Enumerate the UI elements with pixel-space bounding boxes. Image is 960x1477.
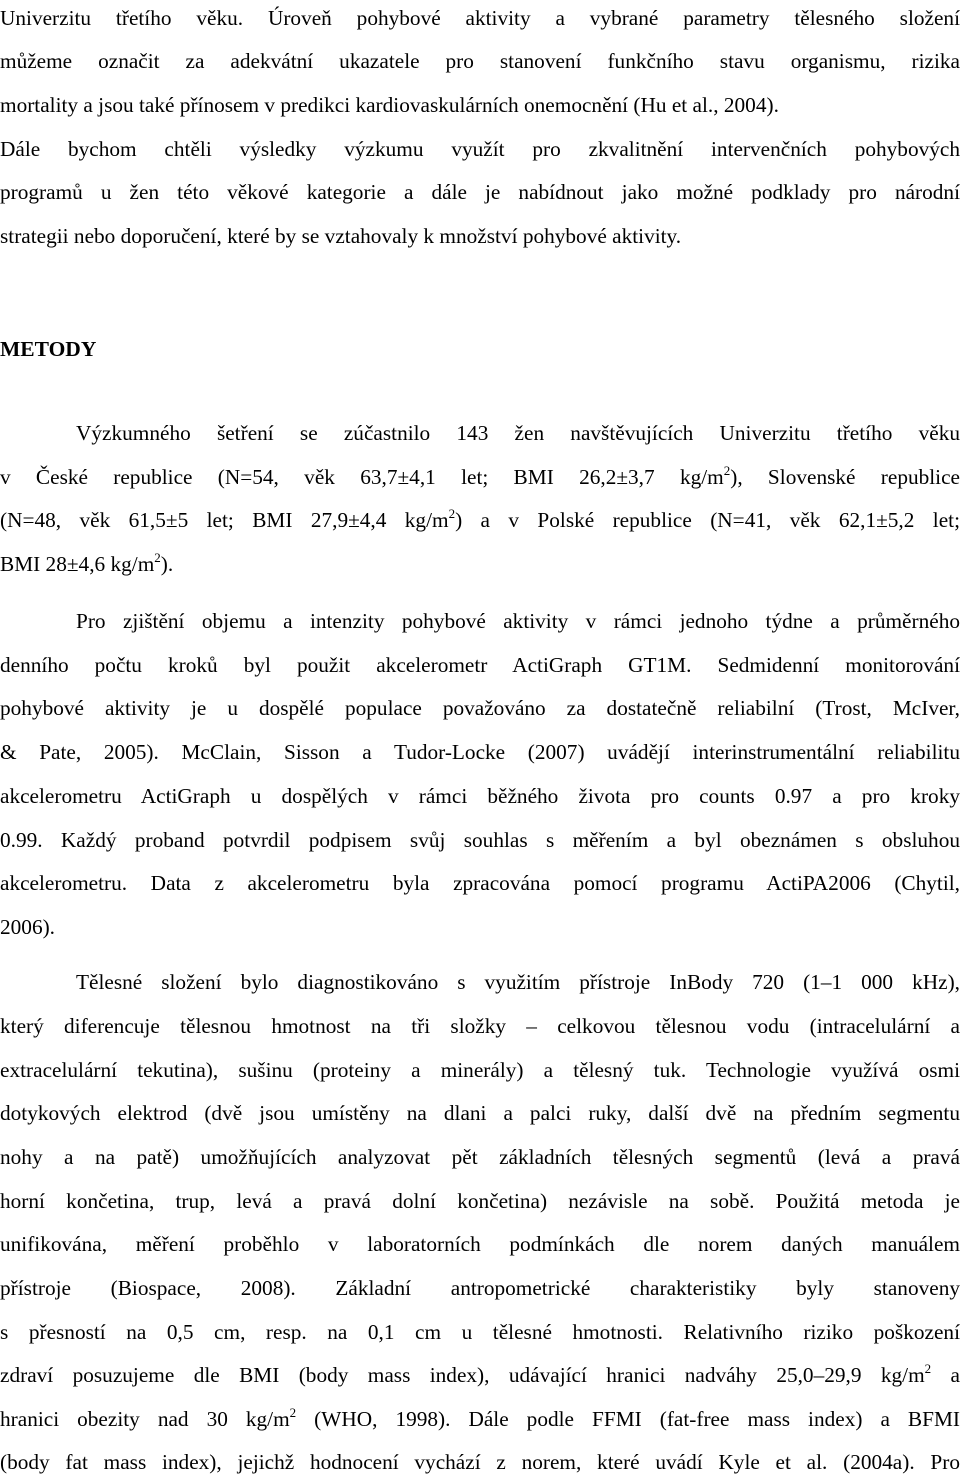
- text-line: horní končetina, trup, levá a pravá dolní končetina) nezávisle na sobě. Použitá metoda je: [0, 1189, 960, 1213]
- text-line: Dále bychom chtěli výsledky výzkumu využít pro zkvalitnění intervenčních pohybových: [0, 137, 960, 161]
- section-heading: METODY: [0, 337, 97, 361]
- text-line: který diferencuje tělesnou hmotnost na tři složky – celkovou tělesnou vodu (intracelulární a: [0, 1014, 960, 1038]
- text-line: hranici obezity nad 30 $kg/m^2$ (WHO, 1998). Dále podle FFMI (fat-free mass index) a BFMI: [0, 1405, 960, 1431]
- text-line: unifikována, měření proběhlo v laboratorních podmínkách dle norem daných manuálem: [0, 1232, 960, 1256]
- text-line: přístroje (Biospace, 2008). Základní antropometrické charakteristiky byly stanoveny: [0, 1276, 960, 1300]
- text-line: denního počtu kroků byl použit akcelerometr ActiGraph GT1M. Sedmidenní monitorování: [0, 653, 960, 677]
- text-line: Tělesné složení bylo diagnostikováno s využitím přístroje InBody 720 (1–1 000 kHz),: [76, 970, 960, 994]
- text-line: mortality a jsou také přínosem v predikci kardiovaskulárních onemocnění (Hu et al., 2004).: [0, 93, 779, 117]
- text-line: strategii nebo doporučení, které by se vztahovaly k množství pohybové aktivity.: [0, 224, 682, 248]
- text-line: akcelerometru. Data z akcelerometru byla zpracována pomocí programu ActiPA2006 (Chytil,: [0, 871, 960, 895]
- text-line: můžeme označit za adekvátní ukazatele pro stanovení funkčního stavu organismu, rizika: [0, 49, 960, 73]
- text-line: (body fat mass index), jejichž hodnocení vychází z norem, které uvádí Kyle et al. (2004a). Pro: [0, 1450, 960, 1474]
- text-line: akcelerometru ActiGraph u dospělých v rámci běžného života pro counts 0.97 a pro kroky: [0, 784, 960, 808]
- text-line: nohy a na patě) umožňujících analyzovat pět základních tělesných segmentů (levá a pravá: [0, 1145, 960, 1169]
- text-line: & Pate, 2005). McClain, Sisson a Tudor-Locke (2007) uvádějí interinstrumentální reliabilitu: [0, 740, 960, 764]
- text-line: BMI 28±4,6 $kg/m^2$).: [0, 550, 174, 576]
- text-line: (N=48, věk 61,5±5 let; BMI 27,9±4,4 $kg/m^2$) a v Polské republice (N=41, věk 62,1±5,2 let;: [0, 506, 960, 532]
- text-line: dotykových elektrod (dvě jsou umístěny na dlani a palci ruky, další dvě na předním segmentu: [0, 1101, 960, 1125]
- text-line: Univerzitu třetího věku. Úroveň pohybové aktivity a vybrané parametry tělesného složení: [0, 6, 960, 30]
- text-line: 0.99. Každý proband potvrdil podpisem svůj souhlas s měřením a byl obeznámen s obsluhou: [0, 828, 960, 852]
- text-line: v České republice (N=54, věk 63,7±4,1 let; BMI 26,2±3,7 $kg/m^2$), Slovenské republice: [0, 463, 960, 489]
- text-line: s přesností na 0,5 cm, resp. na 0,1 cm u tělesné hmotnosti. Relativního riziko poškození: [0, 1320, 960, 1344]
- text-line: Pro zjištění objemu a intenzity pohybové aktivity v rámci jednoho týdne a průměrného: [76, 609, 960, 633]
- text-line: 2006).: [0, 915, 56, 939]
- text-line: programů u žen této věkové kategorie a dále je nabídnout jako možné podklady pro národní: [0, 180, 960, 204]
- text-line: pohybové aktivity je u dospělé populace považováno za dostatečně reliabilní (Trost, McIver,: [0, 696, 960, 720]
- text-line: extracelulární tekutina), sušinu (proteiny a minerály) a tělesný tuk. Technologie využívá osmi: [0, 1058, 960, 1082]
- text-line: zdraví posuzujeme dle BMI (body mass index), udávající hranici nadváhy 25,0–29,9 $kg/m^2$ a: [0, 1361, 960, 1387]
- text-line: Výzkumného šetření se zúčastnilo 143 žen navštěvujících Univerzitu třetího věku: [76, 421, 960, 445]
